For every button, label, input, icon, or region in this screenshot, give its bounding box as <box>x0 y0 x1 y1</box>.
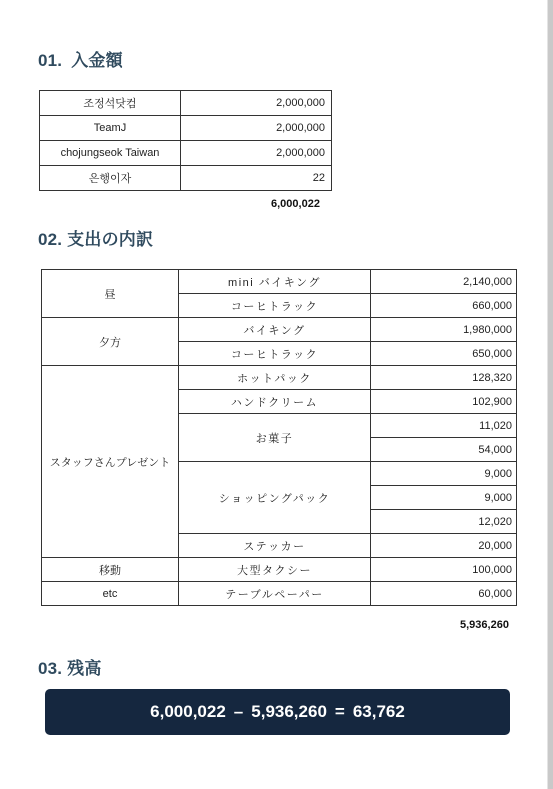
expense-category: 夕方 <box>42 318 179 366</box>
table-row <box>42 270 517 294</box>
section-number: 03. <box>38 659 63 678</box>
expense-category: etc <box>42 582 179 606</box>
expense-amount: 11,020 <box>371 414 517 438</box>
page-edge <box>548 0 553 789</box>
income-value: 22 <box>181 166 332 191</box>
balance-result: 63,762 <box>352 702 405 721</box>
expense-amount: 660,000 <box>371 294 517 318</box>
expense-table <box>41 269 517 606</box>
table-row <box>42 318 517 342</box>
section-heading-balance <box>38 654 102 679</box>
expense-item: バイキング <box>179 318 371 342</box>
balance-expense: 5,936,260 <box>251 702 327 721</box>
expense-amount: 100,000 <box>371 558 517 582</box>
expense-item: ホットパック <box>179 366 371 390</box>
expense-item: コーヒトラック <box>179 294 371 318</box>
section-title: 入金額 <box>71 51 123 70</box>
income-total: 6,000,022 <box>271 198 320 210</box>
section-title: 支出の内訳 <box>67 230 154 249</box>
expense-amount: 60,000 <box>371 582 517 606</box>
expense-amount: 12,020 <box>371 510 517 534</box>
expense-item: mini バイキング <box>179 270 371 294</box>
income-name: chojungseok Taiwan <box>40 141 181 166</box>
table-row <box>40 141 332 166</box>
table-row <box>42 366 517 390</box>
income-name: 은행이자 <box>40 166 181 191</box>
balance-result-box <box>45 689 510 735</box>
expense-category: 昼 <box>42 270 179 318</box>
expense-category: 移動 <box>42 558 179 582</box>
expense-item: テーブルペーパー <box>179 582 371 606</box>
expense-amount: 9,000 <box>371 462 517 486</box>
table-row <box>40 116 332 141</box>
expense-amount: 9,000 <box>371 486 517 510</box>
table-row <box>40 91 332 116</box>
income-name: TeamJ <box>40 116 181 141</box>
expense-item: コーヒトラック <box>179 342 371 366</box>
income-value: 2,000,000 <box>181 91 332 116</box>
expense-item: ショッピングパック <box>179 462 371 534</box>
minus-sign: – <box>233 702 244 721</box>
balance-income: 6,000,022 <box>150 702 226 721</box>
equals-sign: = <box>334 702 345 721</box>
expense-amount: 20,000 <box>371 534 517 558</box>
section-heading-expense <box>38 225 153 250</box>
expense-amount: 102,900 <box>371 390 517 414</box>
expense-amount: 54,000 <box>371 438 517 462</box>
expense-total: 5,936,260 <box>460 619 509 631</box>
table-row <box>42 558 517 582</box>
section-number: 02. <box>38 230 63 249</box>
income-value: 2,000,000 <box>181 116 332 141</box>
table-row <box>42 582 517 606</box>
expense-item: ハンドクリーム <box>179 390 371 414</box>
income-name: 조정석닷컴 <box>40 91 181 116</box>
expense-amount: 128,320 <box>371 366 517 390</box>
expense-amount: 1,980,000 <box>371 318 517 342</box>
income-value: 2,000,000 <box>181 141 332 166</box>
section-heading-income <box>38 46 123 71</box>
expense-item: ステッカー <box>179 534 371 558</box>
table-row <box>40 166 332 191</box>
income-table <box>39 90 332 191</box>
expense-amount: 650,000 <box>371 342 517 366</box>
expense-item: お菓子 <box>179 414 371 462</box>
expense-category: スタッフさんプレゼント <box>42 366 179 558</box>
section-number: 01. <box>38 51 63 70</box>
section-title: 残高 <box>67 659 102 678</box>
expense-item: 大型タクシー <box>179 558 371 582</box>
expense-amount: 2,140,000 <box>371 270 517 294</box>
